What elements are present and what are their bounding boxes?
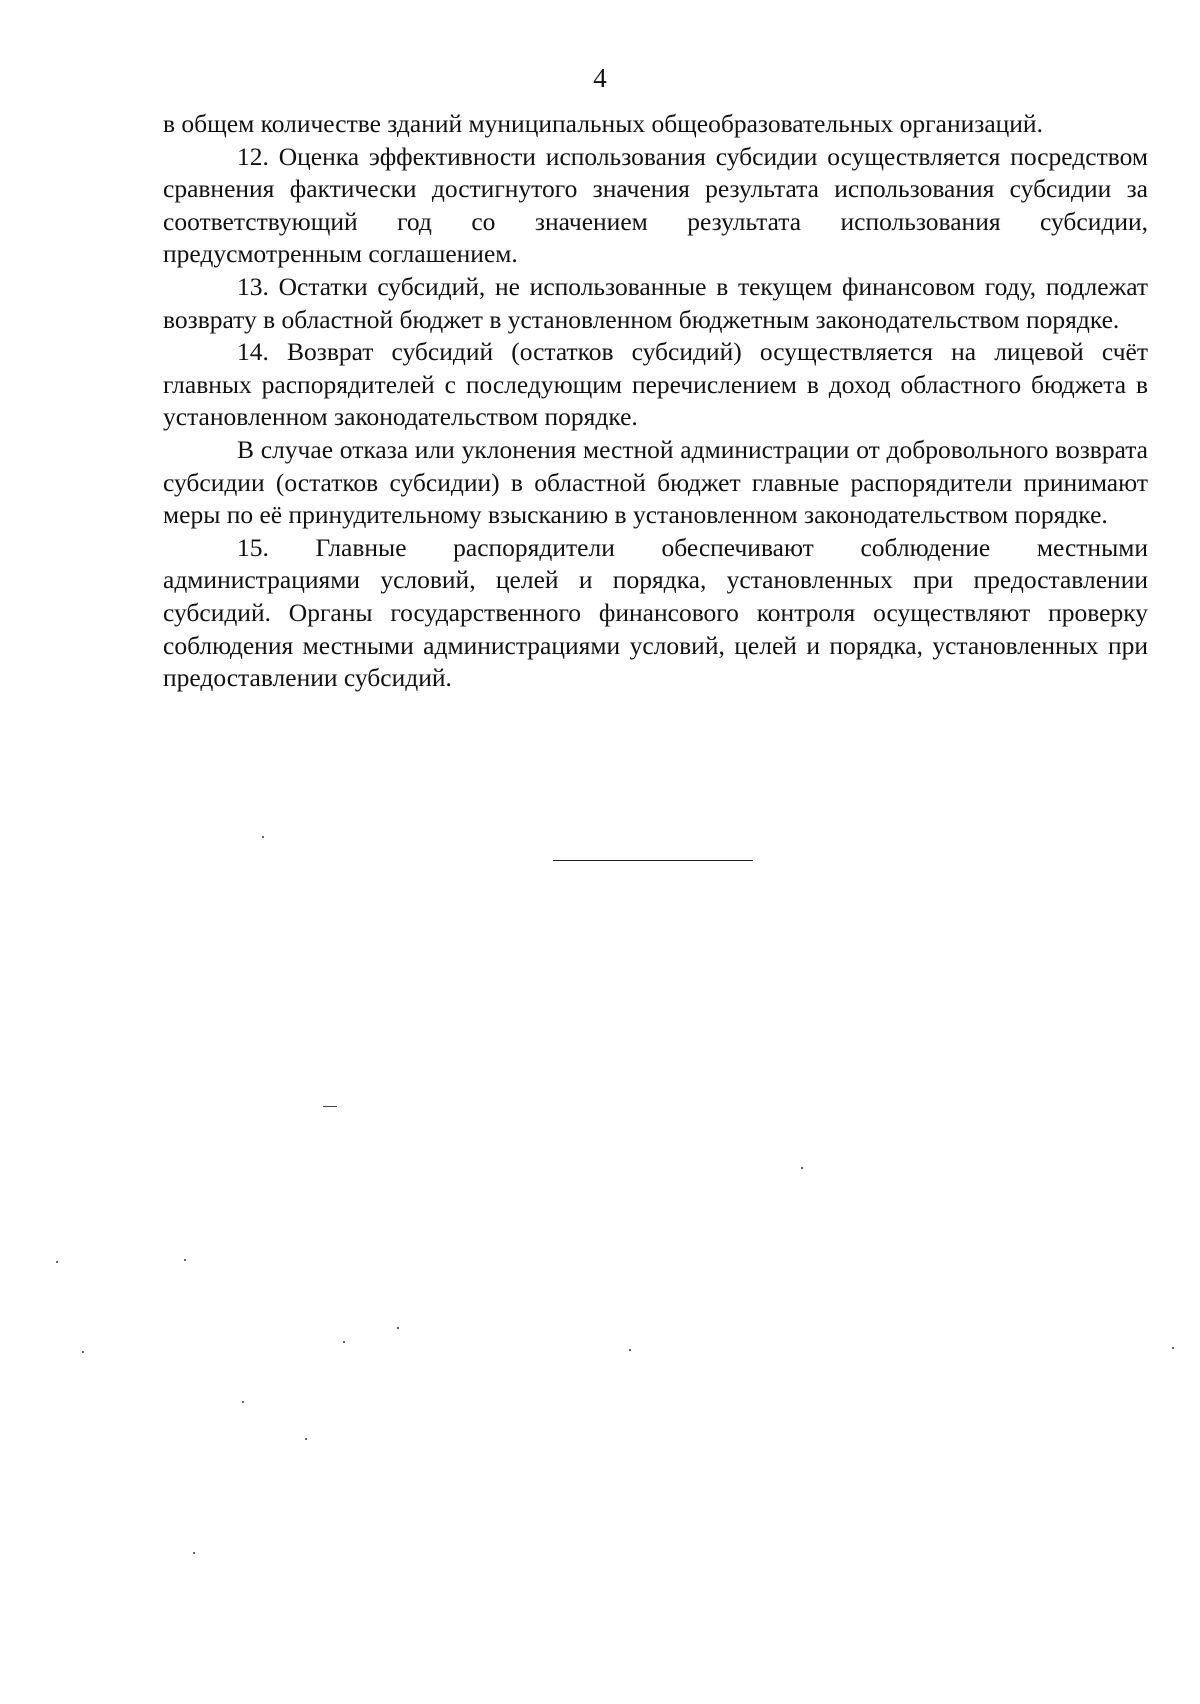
- scan-speck: [1172, 1347, 1174, 1349]
- scan-speck: [193, 1552, 195, 1554]
- scan-speck: [323, 1106, 337, 1107]
- scan-speck: [262, 836, 264, 838]
- paragraph-refusal-case: В случае отказа или уклонения местной администрации от добровольного возврата субсидии (остатков субсидии) в областной бюджет главные распорядители принимают меры по её принудительному взысканию в установленном законодательством порядке.: [163, 434, 1148, 530]
- paragraph-item-12: 12. Оценка эффективности использования субсидии осуществляется посредством сравнения фактически достигнутого значения результата использования субсидии за соответствующий год со значением результата использования субсидии, предусмотренным соглашением.: [163, 141, 1148, 269]
- scan-speck: [801, 1167, 803, 1169]
- paragraph-item-15: 15. Главные распорядители обеспечивают соблюдение местными администрациями условий, целей и порядка, установленных при предоставлении субсидий. Органы государственного финансового контроля осуществляют проверку соблюдения местными администрациями условий, целей и порядка, установленных при предоставлении субсидий.: [163, 532, 1148, 693]
- scan-speck: [82, 1351, 84, 1353]
- scan-speck: [397, 1327, 399, 1329]
- scan-speck: [343, 1341, 345, 1343]
- paragraph-continuation: в общем количестве зданий муниципальных общеобразовательных организаций.: [163, 109, 1043, 138]
- page-number: 4: [593, 63, 607, 93]
- scan-speck: [305, 1438, 307, 1440]
- scan-speck: [184, 1259, 186, 1261]
- paragraph-item-13: 13. Остатки субсидий, не использованные в текущем финансовом году, подлежат возврату в областной бюджет в установленном бюджетным законодательством порядке.: [163, 271, 1148, 334]
- end-of-text-rule: [553, 860, 753, 861]
- scan-speck: [56, 1261, 58, 1263]
- document-body: [163, 108, 1148, 695]
- scan-speck: [242, 1401, 244, 1403]
- paragraph-item-14: 14. Возврат субсидий (остатков субсидий) осуществляется на лицевой счёт главных распорядителей с последующим перечислением в доход областного бюджета в установленном законодательством порядке.: [163, 337, 1148, 432]
- scan-speck: [629, 1349, 631, 1351]
